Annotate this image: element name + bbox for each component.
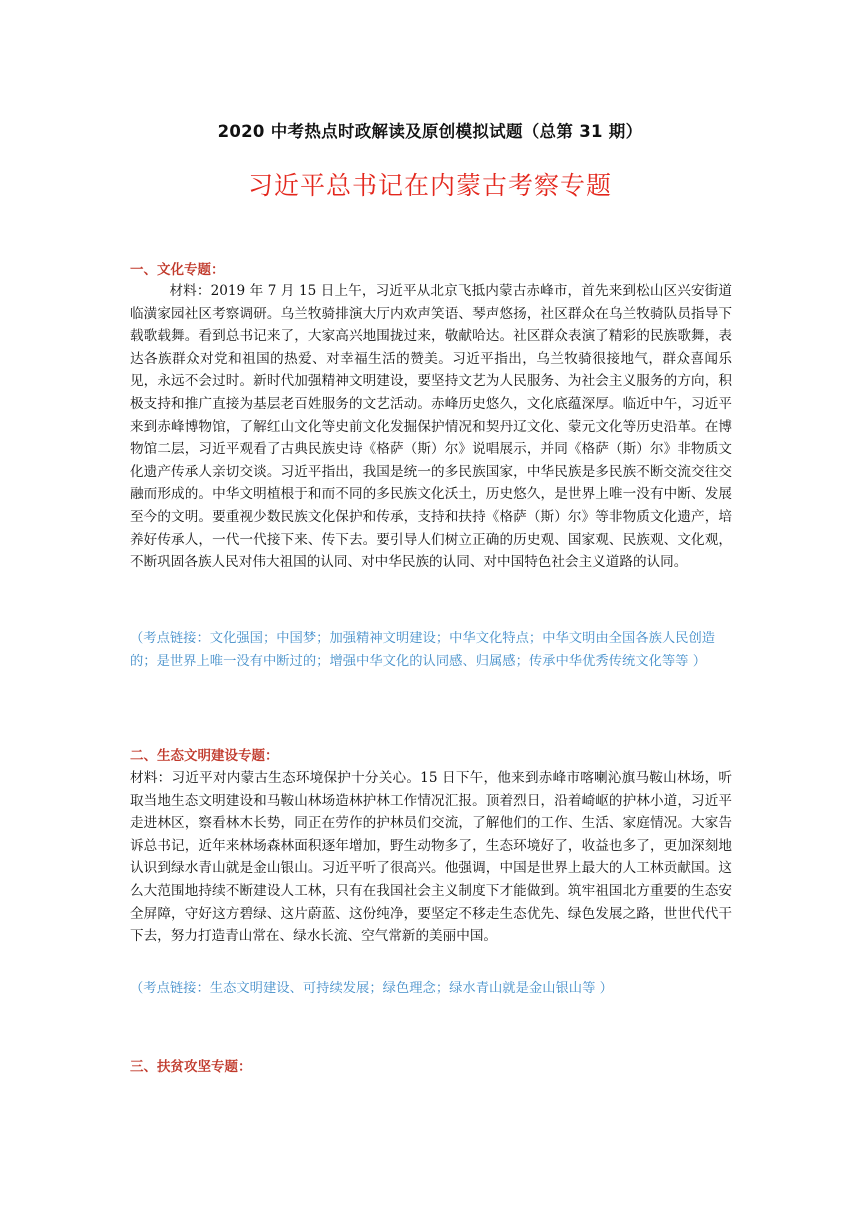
section-material-culture: 材料：2019 年 7 月 15 日上午，习近平从北京飞抵内蒙古赤峰市，首先来到松山区兴安街道临潢家园社区考察调研。乌兰牧骑排演大厅内欢声笑语、琴声悠扬，社区群众在乌兰牧骑队员指导下载歌载舞。看到总书记来了，大家高兴地围拢过来，敬献哈达。社区群众表演了精彩的民族歌舞，表达各族群众对党和祖国的热爱、对幸福生活的赞美。习近平指出，乌兰牧骑很接地气，群众喜闻乐见，永远不会过时。新时代加强精神文明建设，要坚持文艺为人民服务、为社会主义服务的方向，积极支持和推广直接为基层老百姓服务的文艺活动。赤峰历史悠久，文化底蕴深厚。临近中午，习近平来到赤峰博物馆，了解红山文化等史前文化发掘保护情况和契丹辽文化、蒙元文化等历史沿革。在博物馆二层，习近平观看了古典民族史诗《格萨（斯）尔》说唱展示，并同《格萨（斯）尔》非物质文化遗产传承人亲切交谈。习近平指出，我国是统一的多民族国家，中华民族是多民族不断交流交往交融而形成的。中华文明植根于和而不同的多民族文化沃土，历史悠久，是世界上唯一没有中断、发展至今的文明。要重视少数民族文化保护和传承，支持和扶持《格萨（斯）尔》等非物质文化遗产，培养好传承人，一代一代接下来、传下去。要引导人们树立正确的历史观、国家观、民族观、文化观，不断巩固各族人民对伟大祖国的认同、对中华民族的认同、对中国特色社会主义道路的认同。 — [130, 283, 732, 571]
document-title: 2020 中考热点时政解读及原创模拟试题（总第 31 期） — [217, 122, 643, 141]
section-heading-ecology: 二、生态文明建设专题： — [130, 748, 279, 764]
section-heading-poverty: 三、扶贫攻坚专题： — [130, 1059, 252, 1075]
section-link-culture: （考点链接：文化强国；中国梦；加强精神文明建设；中华文化特点；中华文明由全国各族人民创造的；是世界上唯一没有中断过的；增强中华文化的认同感、归属感；传承中华优秀传统文化等等 ） — [130, 631, 716, 669]
section-material-ecology: 材料：习近平对内蒙古生态环境保护十分关心。15 日下午，他来到赤峰市喀喇沁旗马鞍山林场，听取当地生态文明建设和马鞍山林场造林护林工作情况汇报。顶着烈日，沿着崎岖的护林小道，习近平走进林区，察看林木长势，同正在劳作的护林员们交流，了解他们的工作、生活、家庭情况。大家告诉总书记，近年来林场森林面积逐年增加，野生动物多了，生态环境好了，收益也多了，更加深刻地认识到绿水青山就是金山银山。习近平听了很高兴。他强调，中国是世界上最大的人工林贡献国。这么大范围地持续不断建设人工林，只有在我国社会主义制度下才能做到。筑牢祖国北方重要的生态安全屏障，守好这方碧绿、这片蔚蓝、这份纯净，要坚定不移走生态优先、绿色发展之路，世世代代干下去，努力打造青山常在、绿水长流、空气常新的美丽中国。 — [130, 770, 732, 945]
section-link-ecology: （考点链接：生态文明建设、可持续发展；绿色理念；绿水青山就是金山银山等 ） — [130, 981, 613, 996]
section-heading-culture: 一、文化专题： — [130, 262, 225, 278]
topic-title: 习近平总书记在内蒙古考察专题 — [247, 171, 612, 200]
